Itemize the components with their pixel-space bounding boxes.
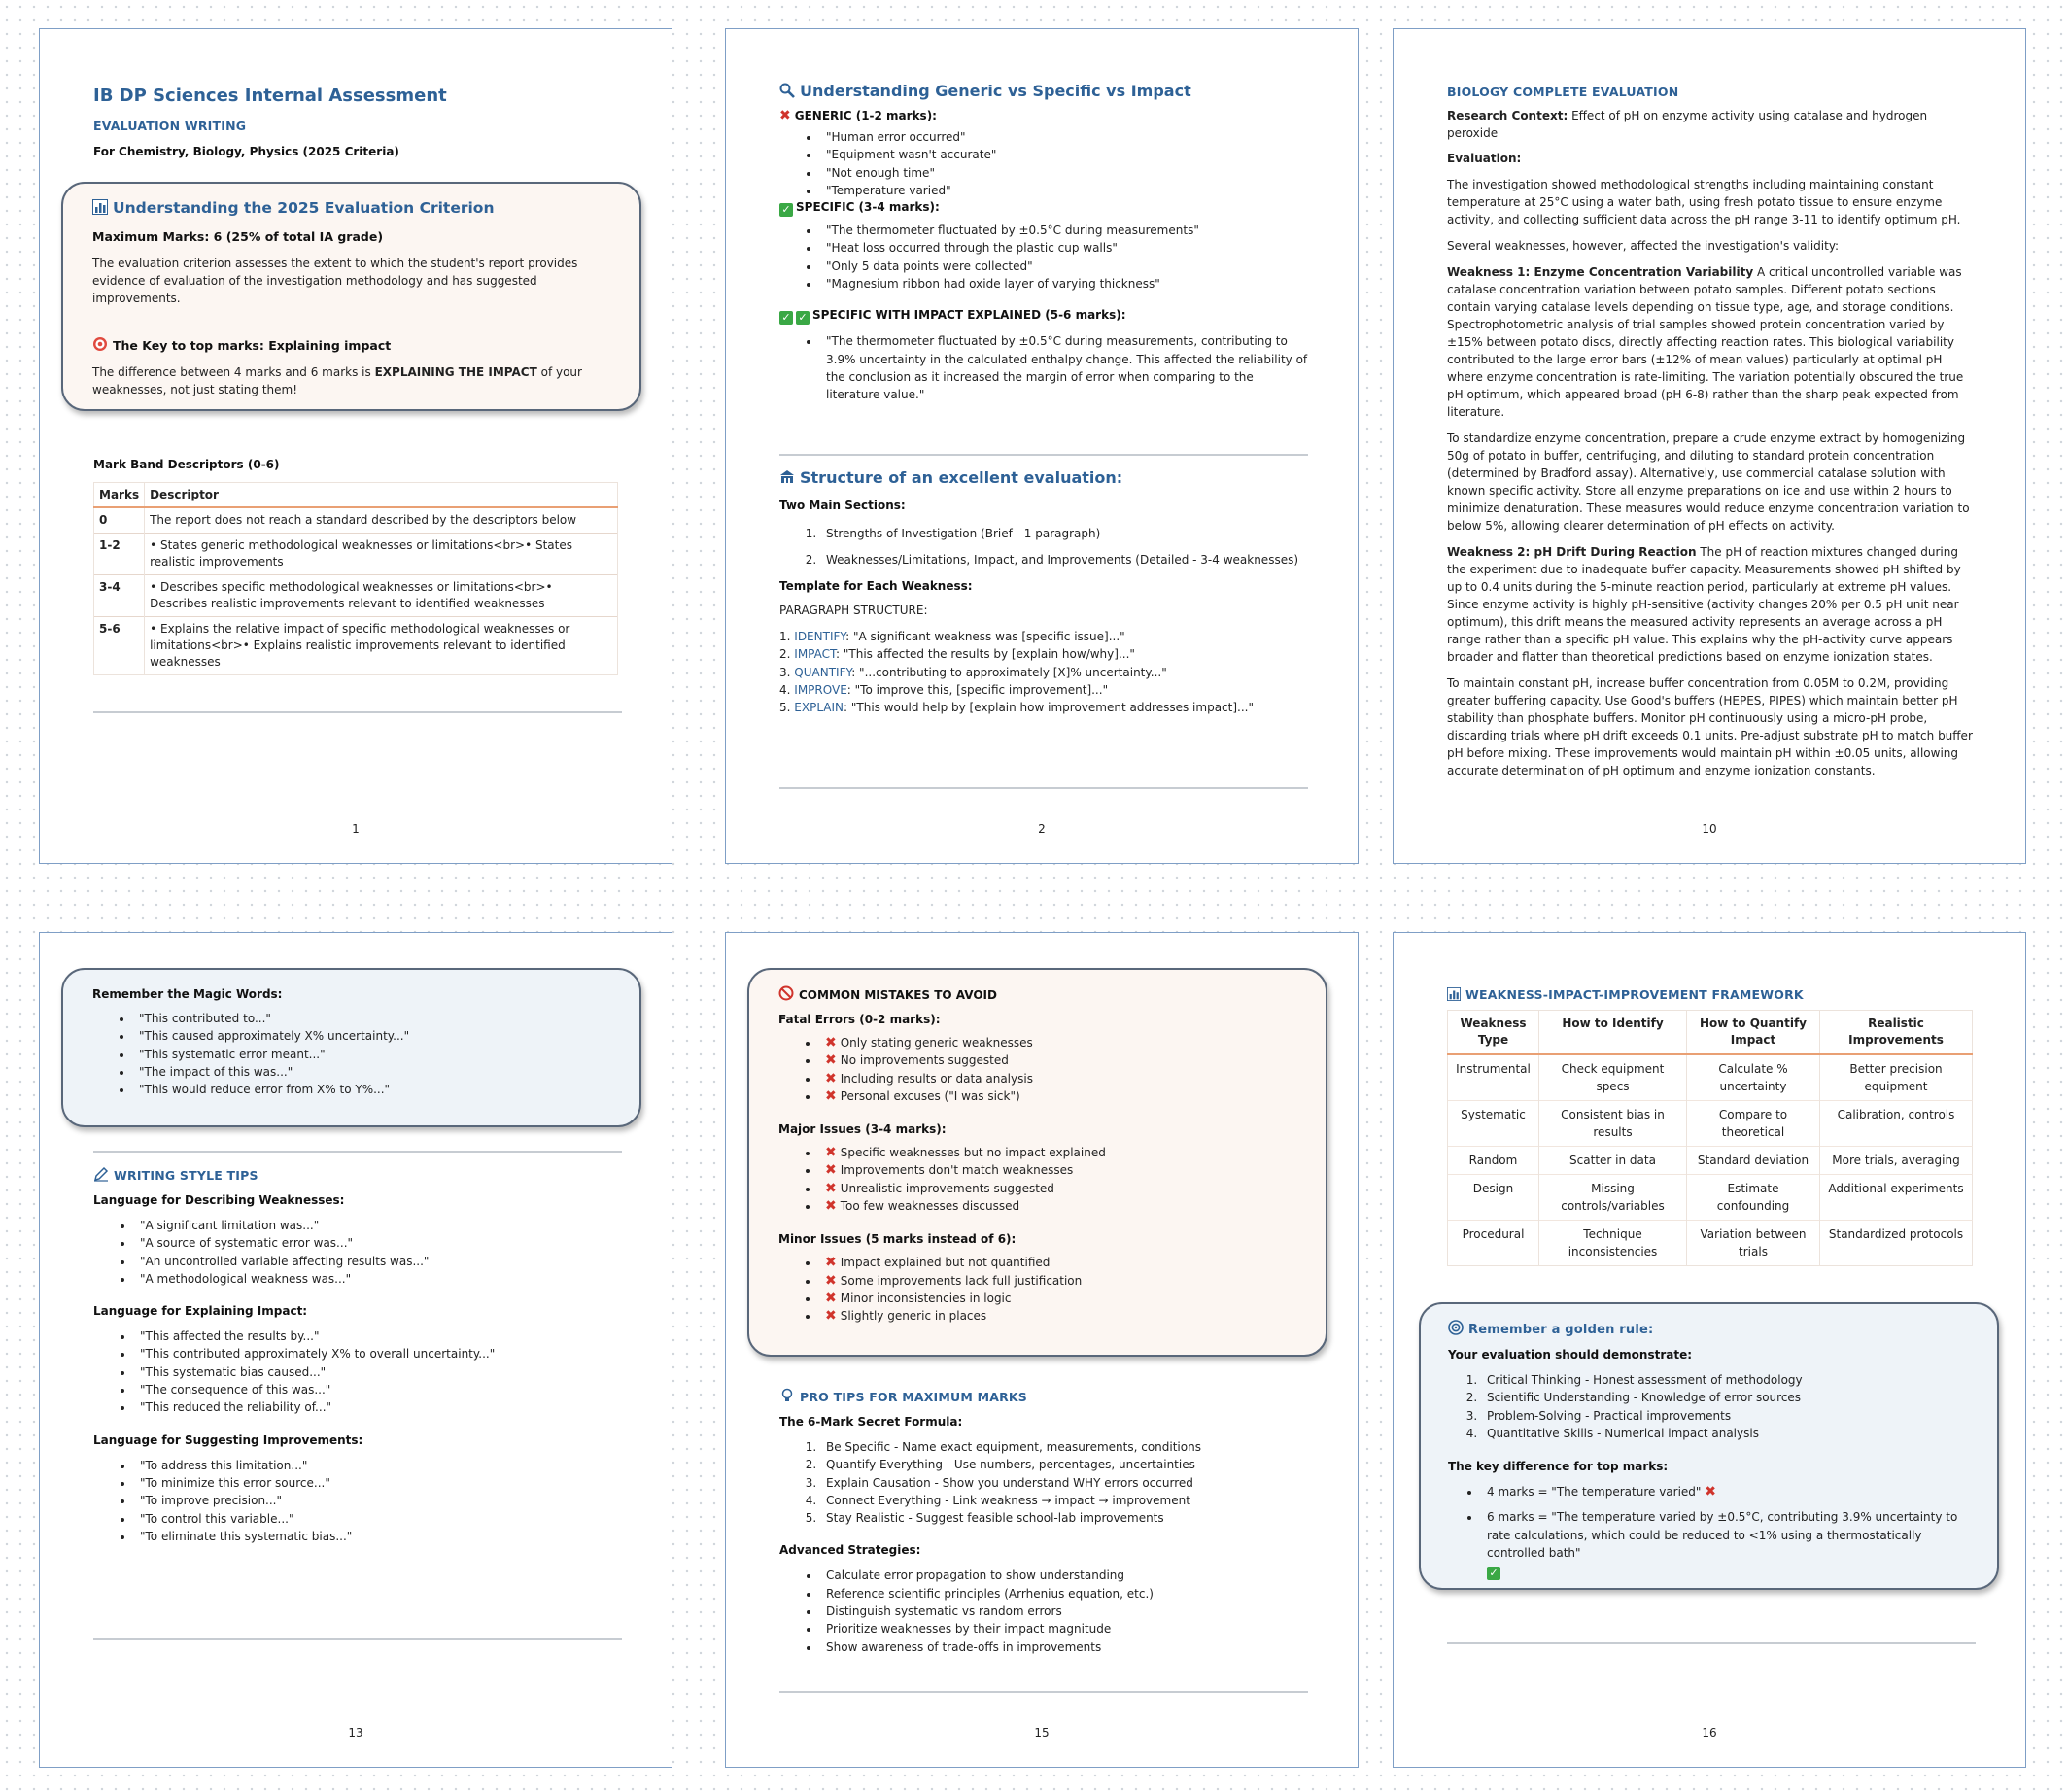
pro-tips-heading: PRO TIPS FOR MAXIMUM MARKS — [800, 1390, 1028, 1404]
divider — [779, 787, 1308, 789]
document-page-2 — [725, 28, 1359, 864]
page-number: 16 — [1702, 1726, 1717, 1740]
table-header-descriptor: Descriptor — [145, 483, 618, 508]
criterion-card — [61, 182, 641, 411]
list-item: • "To address this limitation..." — [134, 1457, 622, 1474]
document-page-1 — [39, 28, 672, 864]
key-heading: The Key to top marks: Explaining impact — [113, 338, 392, 353]
list-item: • Show awareness of trade-offs in improvements — [820, 1638, 1308, 1656]
criteria-line: For Chemistry, Biology, Physics (2025 Criteria) — [93, 145, 399, 158]
list-item: • "A source of systematic error was..." — [134, 1234, 622, 1252]
list-item: • "A significant limitation was..." — [134, 1217, 622, 1234]
list-item: 2. IMPACT: "This affected the results by [explain how/why]..." — [779, 647, 1135, 662]
list-item: • 6 marks = "The temperature varied by ±0.5°C, contributing 3.9% uncertainty to rate calculations, which could be reduced to <1% using a thermostatically controlled bath" ✓ — [1481, 1508, 1978, 1580]
key-difference-list — [1448, 1483, 1978, 1580]
table-row: Design Missing controls/variables Estimate confounding Additional experiments — [1448, 1175, 1973, 1221]
list-item: • ✖ Specific weaknesses but no impact explained — [819, 1144, 1303, 1161]
list-item: • "This systematic bias caused..." — [134, 1363, 622, 1381]
weakness-1-paragraph: Weakness 1: Enzyme Concentration Variability A critical uncontrolled variable was catalase concentration variation between potato samples. Different potato sections contain varying catalase levels depending on tissue type, age, and storage conditions. Spectrophotometric analysis of trial samples showed protein concentration varied by ±15% between potato discs, directly affecting reaction rates. This biological variability contributed to the large error bars (±12% of mean values) particularly at optimal pH where enzyme concentration is rate-limiting. The variation potentially obscured the true pH optimum, which appeared broad (pH 6-8) rather than the sharp peak expected from literature. — [1447, 265, 1964, 419]
page-number: 2 — [1038, 822, 1046, 836]
list-item: • ✖ Too few weaknesses discussed — [819, 1197, 1303, 1215]
biology-heading: BIOLOGY COMPLETE EVALUATION — [1447, 85, 1679, 99]
list-item: • "The impact of this was..." — [133, 1063, 617, 1081]
cross-mark-icon: ✖ — [779, 108, 791, 123]
common-mistakes-heading: COMMON MISTAKES TO AVOID — [799, 988, 997, 1002]
template-label: Template for Each Weakness: — [779, 579, 973, 593]
divider — [93, 1638, 622, 1640]
list-item: 4. IMPROVE: "To improve this, [specific improvement]..." — [779, 682, 1109, 697]
two-sections-label: Two Main Sections: — [779, 499, 906, 512]
fatal-list — [778, 1034, 1303, 1105]
list-item: • Calculate error propagation to show understanding — [820, 1567, 1308, 1584]
page-number: 10 — [1702, 822, 1717, 836]
page-number: 13 — [348, 1726, 363, 1740]
list-item: • Prioritize weaknesses by their impact magnitude — [820, 1620, 1308, 1637]
document-title: IB DP Sciences Internal Assessment — [93, 86, 447, 106]
list-item: • ✖ Including results or data analysis — [819, 1070, 1303, 1087]
bar-chart-icon — [92, 199, 108, 215]
list-item: • "Not enough time" — [820, 164, 1308, 182]
cross-mark-icon: ✖ — [825, 1052, 837, 1069]
magnifier-icon — [779, 83, 795, 98]
list-item: • "The consequence of this was..." — [134, 1381, 622, 1398]
magic-words-card — [61, 968, 641, 1127]
cross-mark-icon: ✖ — [825, 1035, 837, 1051]
list-item: • ✖ Impact explained but not quantified — [819, 1254, 1303, 1271]
list-item: • "To eliminate this systematic bias..." — [134, 1528, 622, 1545]
table-row: Random Scatter in data Standard deviation More trials, averaging — [1448, 1147, 1973, 1175]
weaknesses-intro: Several weaknesses, however, affected the investigation's validity: — [1447, 239, 1840, 253]
list-item: • "This contributed approximately X% to overall uncertainty..." — [134, 1345, 622, 1362]
framework-heading: WEAKNESS-IMPACT-IMPROVEMENT FRAMEWORK — [1465, 987, 1804, 1002]
list-item: • ✖ Slightly generic in places — [819, 1307, 1303, 1325]
list-item: • "Magnesium ribbon had oxide layer of varying thickness" — [820, 275, 1308, 293]
list-item: 3. QUANTIFY: "...contributing to approximately [X]% uncertainty..." — [779, 665, 1167, 679]
formula-label: The 6-Mark Secret Formula: — [779, 1415, 963, 1429]
explaining-label: Language for Explaining Impact: — [93, 1304, 308, 1319]
two-sections-list — [779, 521, 1308, 573]
impact-label: SPECIFIC WITH IMPACT EXPLAINED (5-6 marks): — [812, 308, 1126, 323]
minor-list — [778, 1254, 1303, 1325]
check-mark-icon: ✓ — [796, 311, 810, 325]
list-item: • "A methodological weakness was..." — [134, 1270, 622, 1288]
key-difference-label: The key difference for top marks: — [1448, 1460, 1669, 1474]
list-item: • 4 marks = "The temperature varied" ✖ — [1481, 1483, 1978, 1500]
list-item: 3. Explain Causation - Show you understand WHY errors occurred — [820, 1474, 1308, 1492]
table-row: 1-2 • States generic methodological weaknesses or limitations<br>• States realistic improvements — [94, 534, 618, 575]
list-item: 5. EXPLAIN: "This would help by [explain how improvement addresses impact]..." — [779, 701, 1255, 715]
major-list — [778, 1144, 1303, 1215]
fatal-label: Fatal Errors (0-2 marks): — [778, 1013, 941, 1026]
list-item: • "This systematic error meant..." — [133, 1046, 617, 1063]
cross-mark-icon: ✖ — [825, 1180, 837, 1196]
list-item: • "Only 5 data points were collected" — [820, 258, 1308, 275]
list-item: 2. Quantify Everything - Use numbers, percentages, uncertainties — [820, 1456, 1308, 1473]
list-item: • ✖ Unrealistic improvements suggested — [819, 1180, 1303, 1197]
list-item: • "Heat loss occurred through the plastic cup walls" — [820, 239, 1308, 257]
document-subtitle: EVALUATION WRITING — [93, 119, 247, 133]
divider — [1447, 1642, 1976, 1644]
table-row: 5-6 • Explains the relative impact of specific methodological weaknesses or limitations<br>• Explains realistic improvements relevant to identified weaknesses — [94, 617, 618, 675]
writing-tips-heading: WRITING STYLE TIPS — [114, 1168, 258, 1183]
list-item: 1. Strengths of Investigation (Brief - 1 paragraph) — [820, 521, 1308, 547]
list-item: • "The thermometer fluctuated by ±0.5°C during measurements" — [820, 222, 1308, 239]
list-item: • "This reduced the reliability of..." — [134, 1398, 622, 1416]
weakness-1-improvement: To standardize enzyme concentration, prepare a crude enzyme extract by homogenizing 50g of potato in buffer, centrifuging, and diluting to standard protein concentration (determined by Bradford assay). Alternatively, use commercial catalase solution with known specific activity. Store all enzyme preparations on ice and use within 2 hours to minimize denaturation. These measures would reduce enzyme concentration variation to below 5%, allowing clearer determination of pH effects on activity. — [1447, 431, 1970, 533]
list-item: 2. Weaknesses/Limitations, Impact, and Improvements (Detailed - 3-4 weaknesses) — [820, 547, 1308, 573]
table-header-marks: Marks — [94, 483, 145, 508]
generic-specific-heading: Understanding Generic vs Specific vs Impact — [800, 82, 1191, 100]
document-page-16 — [1393, 932, 2026, 1768]
advanced-label: Advanced Strategies: — [779, 1543, 921, 1558]
bar-chart-icon — [1447, 987, 1461, 1001]
weakness-2-improvement: To maintain constant pH, increase buffer concentration from 0.05M to 0.2M, providing greater buffering capacity. Use Good's buffers (HEPES, PIPES) which maintain better pH stability than phosphate buffers. Monitor pH continuously using a micro-pH probe, discarding trials where pH drift exceeds 0.1 units. Pre-adjust substrate pH to match buffer pH before mixing. These improvements would maintain pH within ±0.05 units, allowing accurate determination of pH optimum and enzyme ionization constants. — [1447, 676, 1973, 777]
list-item: • ✖ No improvements suggested — [819, 1051, 1303, 1069]
major-label: Major Issues (3-4 marks): — [778, 1122, 947, 1137]
specific-list — [779, 222, 1308, 293]
demonstrate-label: Your evaluation should demonstrate: — [1448, 1348, 1693, 1361]
cross-mark-icon: ✖ — [825, 1272, 837, 1289]
list-item: • Distinguish systematic vs random errors — [820, 1602, 1308, 1620]
list-item: • ✖ Only stating generic weaknesses — [819, 1034, 1303, 1051]
page-number: 15 — [1034, 1726, 1050, 1740]
table-row: Systematic Consistent bias in results Compare to theoretical Calibration, controls — [1448, 1101, 1973, 1147]
pencil-icon — [93, 1166, 109, 1182]
cross-mark-icon: ✖ — [825, 1087, 837, 1104]
table-header: How to Quantify Impact — [1687, 1011, 1820, 1055]
list-item: • "To improve precision..." — [134, 1492, 622, 1509]
golden-rule-heading: Remember a golden rule: — [1468, 1323, 1654, 1337]
lightbulb-icon — [779, 1388, 795, 1403]
list-item: • "This affected the results by..." — [134, 1327, 622, 1345]
impact-list — [779, 332, 1308, 403]
list-item: 1. Be Specific - Name exact equipment, measurements, conditions — [820, 1438, 1308, 1456]
list-item: • "This caused approximately X% uncertainty..." — [133, 1027, 617, 1045]
paragraph-structure-label: PARAGRAPH STRUCTURE: — [779, 603, 928, 617]
list-item: 2. Scientific Understanding - Knowledge of error sources — [1481, 1389, 1978, 1406]
criterion-description: The evaluation criterion assesses the extent to which the student's report provides evidence of evaluation of the investigation methodology and has suggested improvements. — [92, 257, 578, 305]
mark-band-table — [93, 482, 618, 675]
check-mark-icon: ✓ — [779, 203, 793, 217]
list-item: • "An uncontrolled variable affecting results was..." — [134, 1253, 622, 1270]
table-header: Weakness Type — [1448, 1011, 1539, 1055]
list-item: 4. Connect Everything - Link weakness → impact → improvement — [820, 1492, 1308, 1509]
list-item: • "Equipment wasn't accurate" — [820, 146, 1308, 163]
divider — [779, 454, 1308, 456]
table-row: Procedural Technique inconsistencies Variation between trials Standardized protocols — [1448, 1221, 1973, 1266]
list-item: 3. Problem-Solving - Practical improvements — [1481, 1407, 1978, 1425]
document-page-10 — [1393, 28, 2026, 864]
demonstrate-list — [1448, 1371, 1978, 1442]
evaluation-label: Evaluation: — [1447, 152, 1522, 165]
formula-list — [779, 1438, 1308, 1527]
target-icon — [1448, 1320, 1464, 1335]
list-item: 1. IDENTIFY: "A significant weakness was [specific issue]..." — [779, 630, 1125, 643]
check-mark-icon: ✓ — [779, 311, 793, 325]
table-header: Realistic Improvements — [1820, 1011, 1973, 1055]
common-mistakes-card — [747, 968, 1327, 1357]
cross-mark-icon: ✖ — [825, 1198, 837, 1215]
criterion-heading: Understanding the 2025 Evaluation Criterion — [113, 199, 495, 217]
cross-mark-icon: ✖ — [825, 1255, 837, 1271]
suggesting-label: Language for Suggesting Improvements: — [93, 1432, 363, 1447]
list-item: • "The thermometer fluctuated by ±0.5°C during measurements, contributing to 3.9% uncertainty in the calculated enthalpy change. This affected the reliability of the conclusion as it increased the margin of error when comparing to the literature value." — [820, 332, 1308, 403]
divider — [93, 711, 622, 713]
structure-heading: Structure of an excellent evaluation: — [800, 468, 1123, 487]
page-number: 1 — [352, 822, 360, 836]
list-item: • ✖ Minor inconsistencies in logic — [819, 1290, 1303, 1307]
cross-mark-icon: ✖ — [825, 1070, 837, 1086]
magic-words-heading: Remember the Magic Words: — [92, 987, 283, 1001]
target-icon — [92, 336, 108, 352]
golden-rule-card — [1419, 1302, 1999, 1590]
research-context: Research Context: Effect of pH on enzyme activity using catalase and hydrogen peroxide — [1447, 109, 1928, 140]
table-row: 0 The report does not reach a standard described by the descriptors below — [94, 507, 618, 534]
framework-table — [1447, 1010, 1973, 1266]
list-item: • "This contributed to..." — [133, 1010, 617, 1027]
list-item: • "This would reduce error from X% to Y%..." — [133, 1081, 617, 1098]
weakness-2-paragraph: Weakness 2: pH Drift During Reaction The pH of reaction mixtures changed during the experiment due to inadequate buffer capacity. Measurements showed pH shifted by up to 0.4 units during the 5-minute reaction period, particularly at extreme pH values. Since enzyme activity is highly pH-sensitive (activity changes 20% per 0.5 pH unit near optimum), this drift means the measured activity represents an average across a pH range rather than a specific pH value. This explains why the pH-activity curve appears broader and flatter than theoretical predictions based on enzyme ionization states. — [1447, 545, 1961, 664]
cross-mark-icon: ✖ — [825, 1290, 837, 1306]
specific-label: SPECIFIC (3-4 marks): — [796, 200, 940, 215]
list-item: • "Temperature varied" — [820, 182, 1308, 199]
template-steps — [779, 628, 1308, 716]
list-item: • "To control this variable..." — [134, 1510, 622, 1528]
list-item: • ✖ Some improvements lack full justification — [819, 1272, 1303, 1290]
cross-mark-icon: ✖ — [825, 1162, 837, 1179]
no-entry-icon — [778, 985, 794, 1001]
building-icon — [779, 469, 795, 485]
cross-mark-icon: ✖ — [825, 1308, 837, 1325]
cross-mark-icon: ✖ — [825, 1145, 837, 1161]
generic-label: GENERIC (1-2 marks): — [794, 109, 937, 122]
list-item: • Reference scientific principles (Arrhenius equation, etc.) — [820, 1585, 1308, 1602]
explaining-list — [93, 1327, 622, 1416]
list-item: • "Human error occurred" — [820, 128, 1308, 146]
list-item: • ✖ Personal excuses ("I was sick") — [819, 1087, 1303, 1105]
advanced-list — [779, 1567, 1308, 1655]
max-marks: Maximum Marks: 6 (25% of total IA grade) — [92, 229, 384, 244]
generic-list — [779, 128, 1308, 199]
table-row: 3-4 • Describes specific methodological weaknesses or limitations<br>• Describes realistic improvements relevant to identified weaknesses — [94, 575, 618, 617]
list-item: 4. Quantitative Skills - Numerical impact analysis — [1481, 1425, 1978, 1442]
magic-words-list — [92, 1010, 617, 1098]
list-item: 5. Stay Realistic - Suggest feasible school-lab improvements — [820, 1509, 1308, 1527]
suggesting-list — [93, 1457, 622, 1545]
minor-label: Minor Issues (5 marks instead of 6): — [778, 1232, 1017, 1247]
document-page-13 — [39, 932, 672, 1768]
strengths-paragraph: The investigation showed methodological strengths including maintaining constant temperature at 25°C using a water bath, using fresh potato tissue to ensure enzyme activity, and collecting sufficient data across the pH range 3-11 to identify optimum pH. — [1447, 178, 1961, 226]
key-text: The difference between 4 marks and 6 marks is EXPLAINING THE IMPACT of your weaknesses, not just stating them! — [92, 365, 582, 396]
cross-mark-icon: ✖ — [1705, 1484, 1717, 1500]
table-title: Mark Band Descriptors (0-6) — [93, 458, 280, 471]
document-page-15 — [725, 932, 1359, 1768]
table-header: How to Identify — [1539, 1011, 1687, 1055]
list-item: 1. Critical Thinking - Honest assessment of methodology — [1481, 1371, 1978, 1389]
table-row: Instrumental Check equipment specs Calculate % uncertainty Better precision equipment — [1448, 1054, 1973, 1101]
divider — [779, 1691, 1308, 1693]
check-mark-icon: ✓ — [1487, 1567, 1500, 1580]
describing-list — [93, 1217, 622, 1288]
divider — [93, 1151, 622, 1153]
list-item: • ✖ Improvements don't match weaknesses — [819, 1161, 1303, 1179]
describing-label: Language for Describing Weaknesses: — [93, 1193, 345, 1207]
list-item: • "To minimize this error source..." — [134, 1474, 622, 1492]
